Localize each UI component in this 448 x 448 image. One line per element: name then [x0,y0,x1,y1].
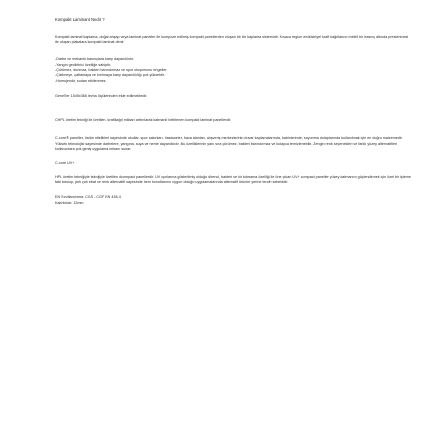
page-title: Kompakt Laminant Nedir ? [55,17,105,22]
benefit-item: -Çizilmeye, çatlamaya ve kırılmaya karşı dayanıklılığı çok yüksektir. [55,73,165,78]
benefit-item: -Yangın geciktirici özelliğe sahiptir. [55,62,112,67]
intro-paragraph: Kompakt laminat kaplama, doğal ahşap veya laminat paneller ile kompoze edilmiş kompakt panellerden oluşan bir tür kaplama sistemidir. Kısaca region endüstriyel kraft kağıtlarının belirli bir basınç altında preslenmesi ile oluşan plakalara kompakt laminat denir. [55,35,409,45]
benefit-item: -Çürümez, donmaz, bakteri barındırmaz ve spor oluşumunu engeller. [55,68,168,72]
standard-line: EN Sınıflandırma: CGS - CGF EN 438-4 [55,194,121,199]
benefit-item: -Darbe ve mekanik basınçlara karşı dayanıklıdır. [55,57,134,62]
ccore-uv-heading: C-core UV+ [55,160,75,165]
benefits-list [55,57,411,83]
ccore-paragraph: C-core® paneller, üstün nitelikleri sayesinde okullar, spor salonları, hastaneler, hava alanları, alışveriş merkezlerinin duvar kaplamalarında, kabinlerinde, soyunma dolaplarında kullanılmak için en doğru malzemedir. Yüksek teknolojisi sayesinde darbelere, yangına, suya ve neme dayanıklıdır. Bu özelliklerinin yanı sıra çürümez, bakteri barındırmaz ve kolayca temizlenebilir. Zengin renk seçenekleri ve farklı yüzey alternatifleri kullanıcılara çok geniş uygulama imkanı sunar. [55,136,403,151]
hpl-definition: CHPL üretim tekniği ile üretilen, kraftkağıt miktarı arttırılarak katmanlı belirlenen kompakt laminat panellerdir. [55,118,232,123]
thickness-line: Kalınlıklar: 12mm [55,200,84,205]
ccore-uv-paragraph: HPL üretim tekniğiyle teknijiyle üretilen dcompact panellerdir. UV ışınlarına gösterilmiş olduğu direnci, bakteri ve kir tutmama özelliği ile öne çıkan UV+ compact paneller yüzey katmanını güçlendirmek için özel bir işleme tabi tutulup, pek çok ebat ve renk alternatifi sayesinde hem konutlarının uygun olduğu uygulamalarında alternatif ürünler yerine tercih sebebidir. [55,175,411,185]
dimensions-note: Genel'ler 1545x366 levha ölçülerinden elde edilmektedir. [55,93,148,98]
benefit-item: -Homojendir, sudan etkilenmez. [55,78,107,83]
